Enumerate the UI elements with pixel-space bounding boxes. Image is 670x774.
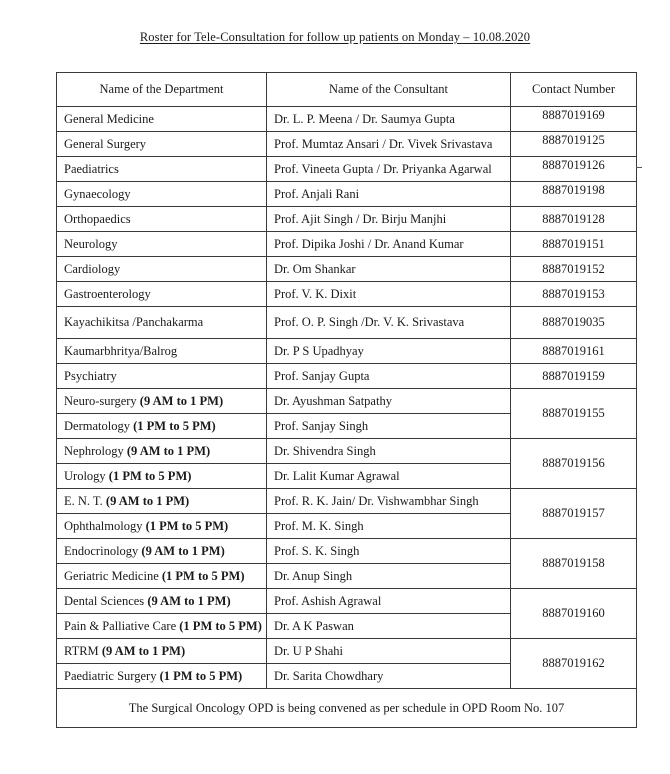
consultant-cell: Dr. Lalit Kumar Agrawal [267, 464, 511, 489]
consultant-cell: Prof. Ashish Agrawal [267, 589, 511, 614]
footnote: The Surgical Oncology OPD is being convened as per schedule in OPD Room No. 107 [57, 689, 637, 728]
table-row [57, 539, 637, 564]
contact-cell: 8887019152 [511, 257, 637, 282]
department-cell [57, 589, 267, 614]
table-row [57, 157, 637, 182]
contact-cell: 8887019153 [511, 282, 637, 307]
timing-label: (1 PM to 5 PM) [108, 468, 192, 483]
department-cell: Kaumarbhritya/Balrog [57, 339, 267, 364]
footnote-row [57, 689, 637, 728]
contact-cell: 8887019126 [511, 157, 637, 182]
document-title: Roster for Tele-Consultation for follow up patients on Monday – 10.08.2020 [139, 30, 531, 44]
contact-cell: 8887019157 [511, 489, 637, 539]
department-cell [57, 614, 267, 639]
table-row [57, 282, 637, 307]
timing-label: (1 PM to 5 PM) [145, 518, 229, 533]
consultant-cell: Prof. Ajit Singh / Dr. Birju Manjhi [267, 207, 511, 232]
timing-label: (1 PM to 5 PM) [133, 418, 216, 433]
department-cell: Neurology [57, 232, 267, 257]
consultant-cell: Prof. V. K. Dixit [267, 282, 511, 307]
department-cell: Gynaecology [57, 182, 267, 207]
department-cell [57, 664, 267, 689]
consultant-cell: Dr. Shivendra Singh [267, 439, 511, 464]
consultant-cell: Dr. L. P. Meena / Dr. Saumya Gupta [267, 107, 511, 132]
table-row [57, 589, 637, 614]
table-row [57, 207, 637, 232]
header-consultant: Name of the Consultant [267, 73, 511, 107]
timing-label: (1 PM to 5 PM) [159, 668, 243, 683]
table-row [57, 182, 637, 207]
consultant-cell: Dr. A K Paswan [267, 614, 511, 639]
roster-table [56, 72, 637, 728]
contact-cell: 8887019155 [511, 389, 637, 439]
department-name: Geriatric Medicine [64, 568, 159, 583]
department-name: E. N. T. [64, 493, 103, 508]
department-cell [57, 464, 267, 489]
table-row [57, 489, 637, 514]
consultant-cell: Prof. Sanjay Gupta [267, 364, 511, 389]
timing-label: (9 AM to 1 PM) [105, 493, 190, 508]
consultant-cell: Prof. O. P. Singh /Dr. V. K. Srivastava [267, 307, 511, 339]
contact-cell: 8887019158 [511, 539, 637, 589]
table-header-row [57, 73, 637, 107]
timing-label: (1 PM to 5 PM) [179, 618, 262, 633]
department-cell [57, 389, 267, 414]
department-cell: General Medicine [57, 107, 267, 132]
contact-cell: 8887019035 [511, 307, 637, 339]
department-cell [57, 414, 267, 439]
table-row [57, 232, 637, 257]
table-row [57, 132, 637, 157]
department-cell [57, 539, 267, 564]
header-department: Name of the Department [57, 73, 267, 107]
consultant-cell: Prof. Anjali Rani [267, 182, 511, 207]
contact-cell: 8887019162 [511, 639, 637, 689]
department-name: Ophthalmology [64, 518, 143, 533]
contact-cell: 8887019161 [511, 339, 637, 364]
department-cell: General Surgery [57, 132, 267, 157]
contact-cell: 8887019159 [511, 364, 637, 389]
consultant-cell: Prof. Sanjay Singh [267, 414, 511, 439]
department-cell: Cardiology [57, 257, 267, 282]
timing-label: (9 AM to 1 PM) [139, 393, 224, 408]
contact-cell: 8887019160 [511, 589, 637, 639]
consultant-cell: Prof. Vineeta Gupta / Dr. Priyanka Agarwal [267, 157, 511, 182]
table-row [57, 307, 637, 339]
table-row [57, 639, 637, 664]
department-name: Dermatology [64, 418, 130, 433]
contact-cell: 8887019169 [511, 107, 637, 132]
timing-label: (9 AM to 1 PM) [147, 593, 231, 608]
department-cell [57, 439, 267, 464]
table-row [57, 439, 637, 464]
department-cell: Orthopaedics [57, 207, 267, 232]
contact-cell: 8887019128 [511, 207, 637, 232]
department-cell [57, 564, 267, 589]
department-name: Endocrinology [64, 543, 139, 558]
department-name: Dental Sciences [64, 593, 145, 608]
table-row [57, 339, 637, 364]
timing-label: (9 AM to 1 PM) [101, 643, 186, 658]
department-name: Nephrology [64, 443, 124, 458]
consultant-cell: Prof. M. K. Singh [267, 514, 511, 539]
consultant-cell: Dr. U P Shahi [267, 639, 511, 664]
contact-cell: 8887019151 [511, 232, 637, 257]
consultant-cell: Prof. Mumtaz Ansari / Dr. Vivek Srivastava [267, 132, 511, 157]
contact-cell: 8887019156 [511, 439, 637, 489]
department-cell [57, 514, 267, 539]
timing-label: (1 PM to 5 PM) [161, 568, 245, 583]
department-cell [57, 489, 267, 514]
stray-mark [636, 167, 642, 168]
consultant-cell: Prof. R. K. Jain/ Dr. Vishwambhar Singh [267, 489, 511, 514]
consultant-cell: Prof. S. K. Singh [267, 539, 511, 564]
department-name: Pain & Palliative Care [64, 618, 177, 633]
department-cell: Paediatrics [57, 157, 267, 182]
consultant-cell: Dr. Ayushman Satpathy [267, 389, 511, 414]
department-cell: Gastroenterology [57, 282, 267, 307]
department-cell: Psychiatry [57, 364, 267, 389]
table-row [57, 107, 637, 132]
contact-cell: 8887019125 [511, 132, 637, 157]
timing-label: (9 AM to 1 PM) [141, 543, 225, 558]
department-cell [57, 639, 267, 664]
department-name: Neuro-surgery [64, 393, 137, 408]
consultant-cell: Prof. Dipika Joshi / Dr. Anand Kumar [267, 232, 511, 257]
consultant-cell: Dr. P S Upadhyay [267, 339, 511, 364]
consultant-cell: Dr. Om Shankar [267, 257, 511, 282]
header-contact: Contact Number [511, 73, 637, 107]
department-cell: Kayachikitsa /Panchakarma [57, 307, 267, 339]
department-name: Paediatric Surgery [64, 668, 157, 683]
department-name: RTRM [64, 643, 99, 658]
consultant-cell: Dr. Sarita Chowdhary [267, 664, 511, 689]
timing-label: (9 AM to 1 PM) [126, 443, 211, 458]
contact-cell: 8887019198 [511, 182, 637, 207]
table-row [57, 257, 637, 282]
table-row [57, 389, 637, 414]
table-row [57, 364, 637, 389]
department-name: Urology [64, 468, 106, 483]
consultant-cell: Dr. Anup Singh [267, 564, 511, 589]
